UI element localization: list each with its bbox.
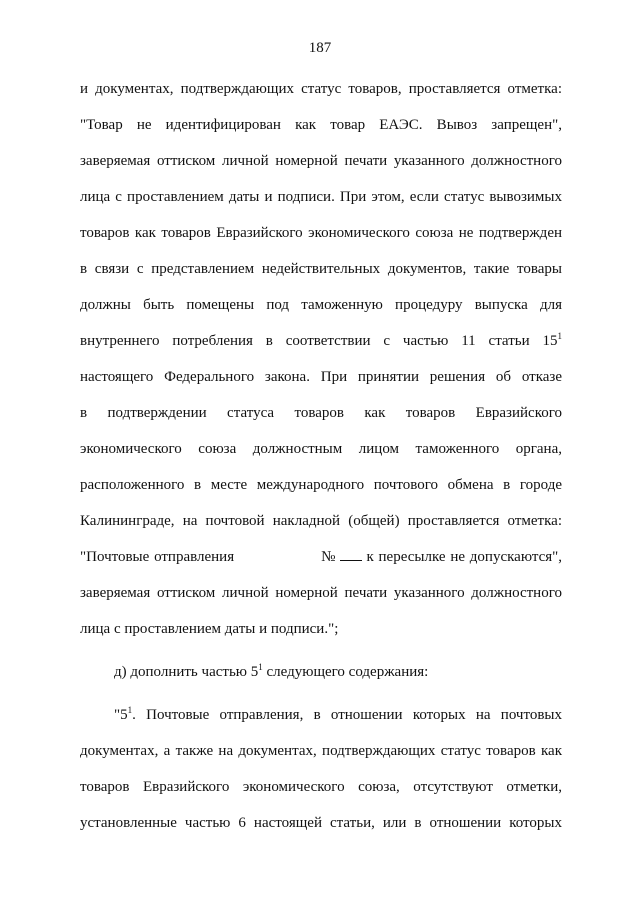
text-line — [80, 323, 562, 359]
text-line: "Товар не идентифицирован как товар ЕАЭС. Вывоз запрещен", — [80, 117, 562, 133]
document-body — [80, 71, 562, 841]
text-line — [80, 697, 562, 733]
text-line: экономического союза должностным лицом таможенного органа, — [80, 441, 562, 457]
text-line: расположенного в месте международного почтового обмена в городе — [80, 477, 562, 493]
text-line: товаров как товаров Евразийского экономического союза не подтвержден — [80, 225, 562, 241]
text-fragment: . Почтовые отправления, в отношении которых на почтовых — [132, 707, 562, 723]
text-line: настоящего Федерального закона. При принятии решения об отказе — [80, 369, 562, 385]
text-line: в подтверждении статуса товаров как товаров Евразийского — [80, 405, 562, 421]
text-line: должны быть помещены под таможенную процедуру выпуска для — [80, 297, 562, 313]
text-line: товаров Евразийского экономического союза, отсутствуют отметки, — [80, 779, 562, 795]
text-line: установленные частью 6 настоящей статьи, или в отношении которых — [80, 815, 562, 831]
superscript: 1 — [557, 331, 562, 341]
text-line: заверяемая оттиском личной номерной печати указанного должностного — [80, 153, 562, 169]
text-line: в связи с представлением недействительных документов, такие товары — [80, 261, 562, 277]
page-number: 187 — [308, 40, 332, 56]
superscript: 1 — [258, 662, 263, 672]
text-line: документах, а также на документах, подтверждающих статус товаров как — [80, 743, 562, 759]
text-fragment: к пересылке не допускаются", — [366, 549, 562, 565]
text-fragment: "5 — [114, 707, 128, 723]
text-fragment: следующего содержания: — [262, 664, 429, 680]
paragraph-gap — [80, 647, 562, 654]
text-fragment: внутреннего потребления в соответствии с частью 11 статьи 15 — [80, 333, 558, 349]
text-fragment: д) дополнить частью 5 — [114, 664, 259, 680]
text-fragment: "Почтовые отправления — [80, 549, 235, 565]
text-line: и документах, подтверждающих статус товаров, проставляется отметка: — [80, 81, 562, 97]
number-sign: № — [320, 549, 337, 565]
fill-in-blank — [340, 550, 362, 561]
text-line: Калининграде, на почтовой накладной (общей) проставляется отметка: — [80, 513, 562, 529]
text-line: заверяемая оттиском личной номерной печати указанного должностного — [80, 585, 562, 601]
paragraph-gap — [80, 690, 562, 697]
text-line: лица с проставлением даты и подписи."; — [80, 621, 339, 637]
text-line: лица с проставлением даты и подписи. При этом, если статус вывозимых — [80, 189, 562, 205]
text-line — [80, 539, 562, 575]
superscript: 1 — [127, 705, 133, 715]
text-line — [80, 654, 562, 690]
